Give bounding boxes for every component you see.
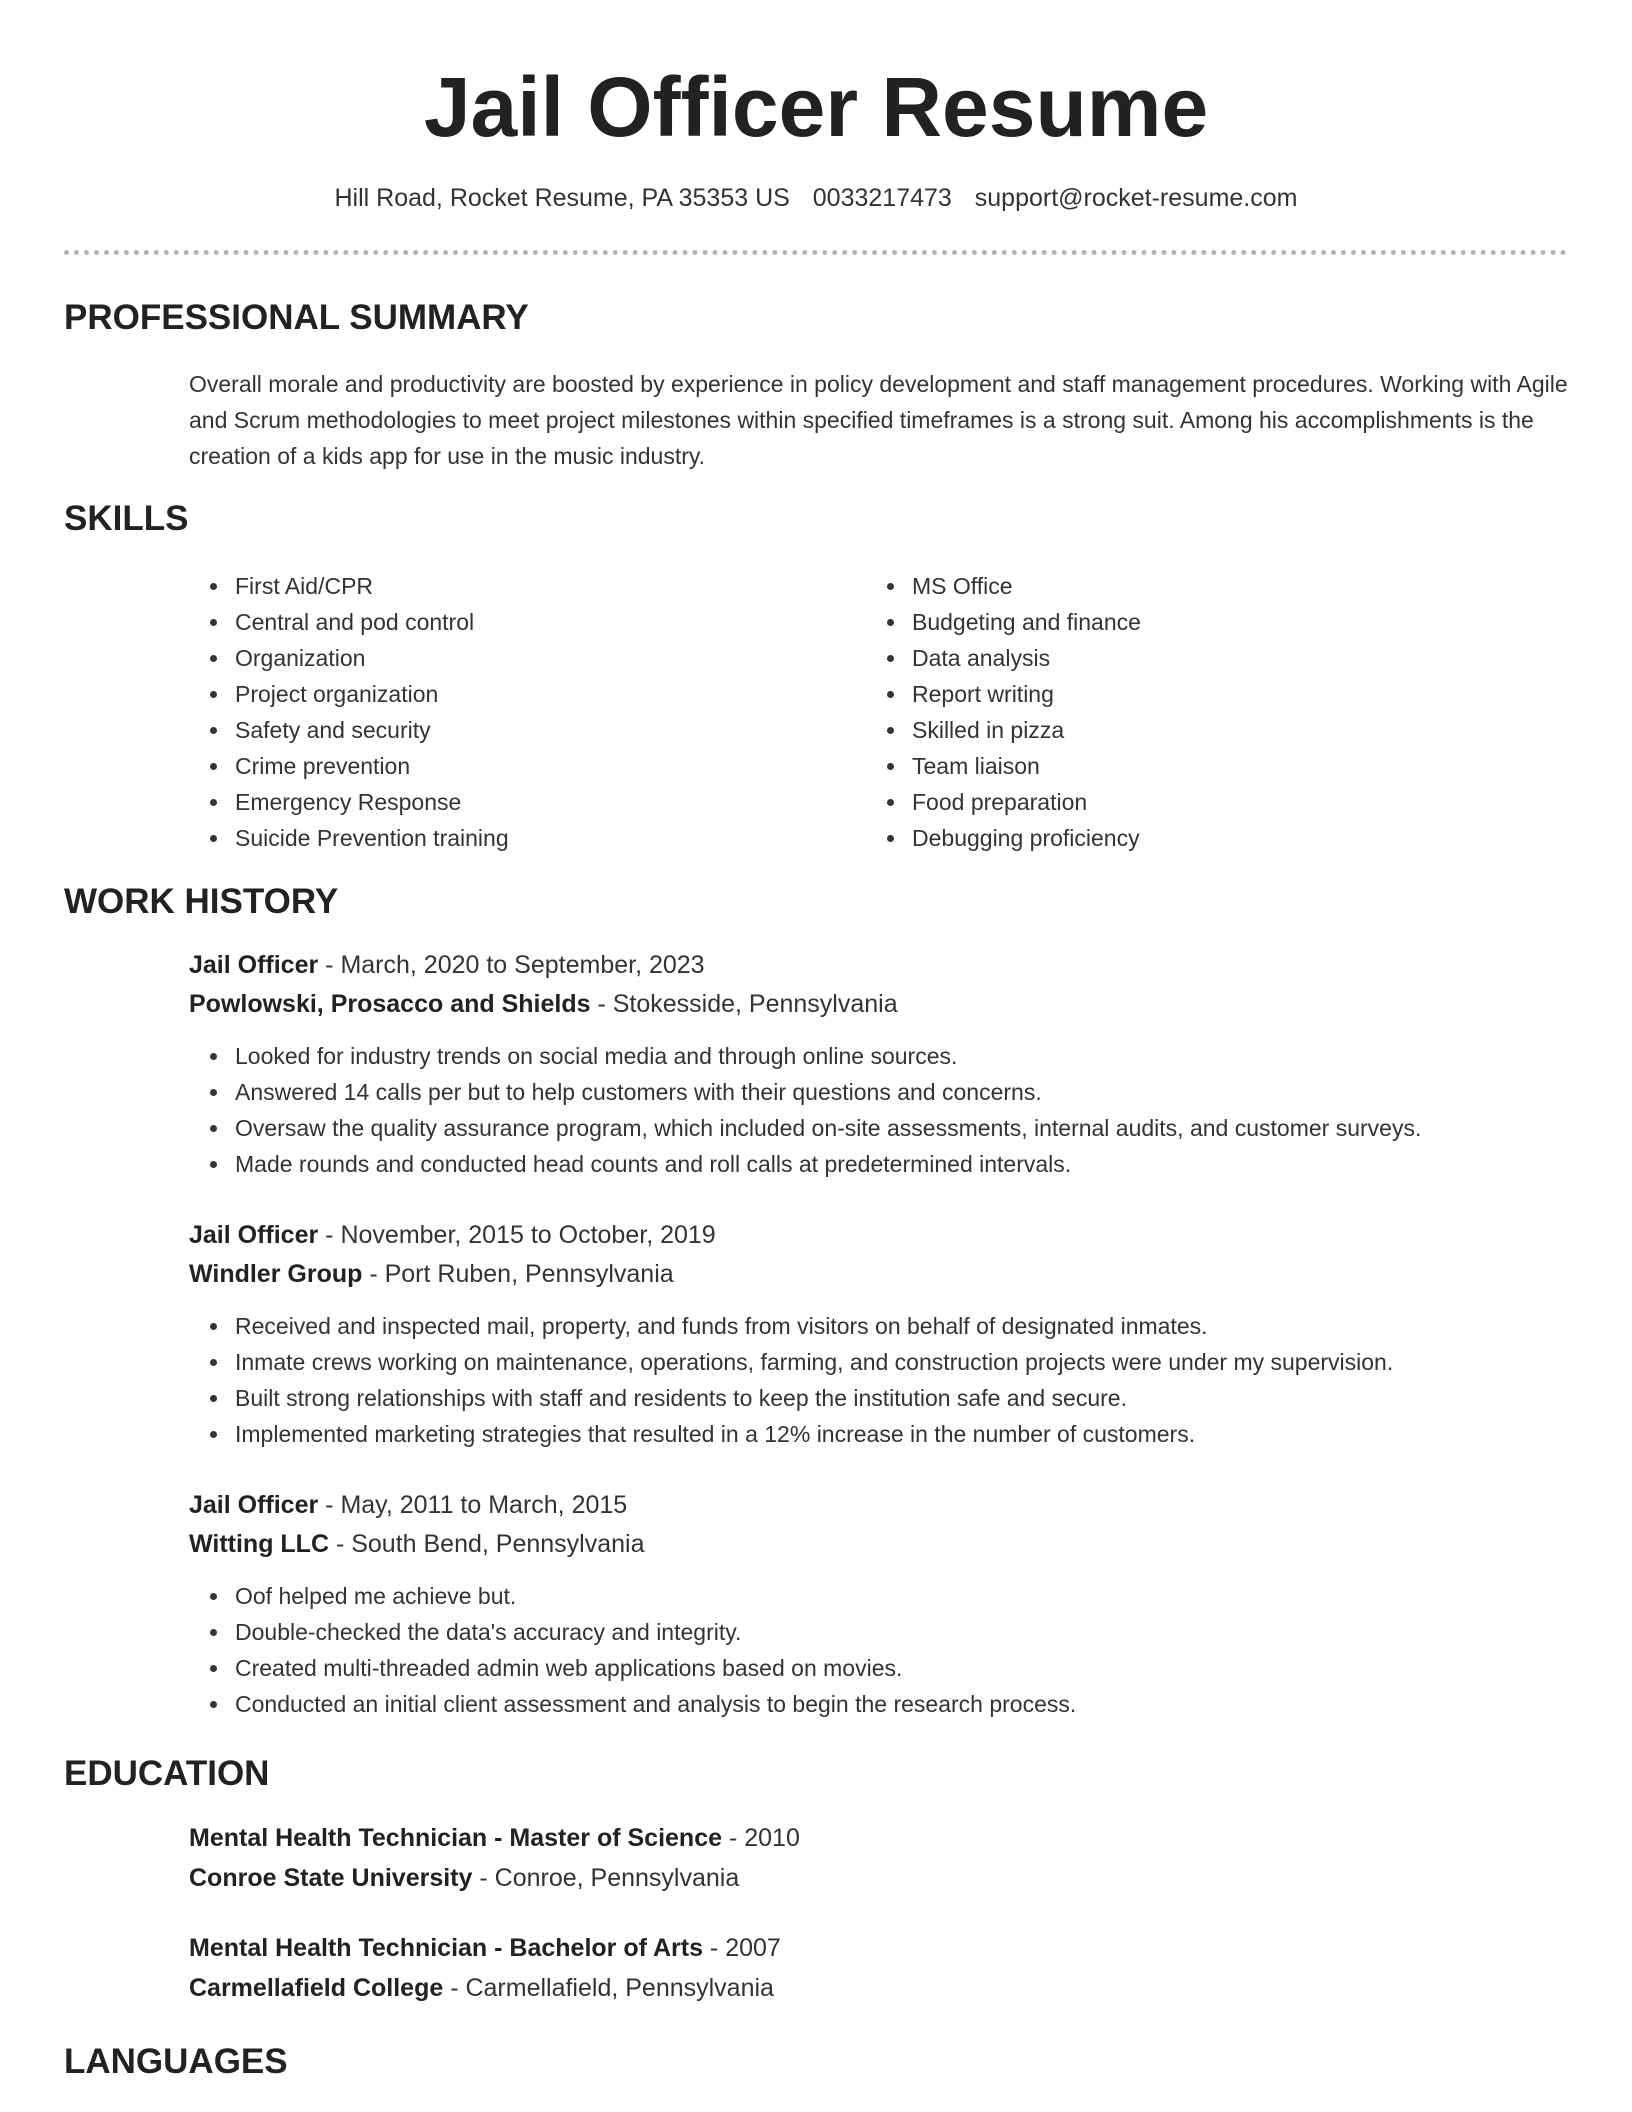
list-item: • Oversaw the quality assurance program, which included on-site assessments, internal audits, and customer surveys. bbox=[231, 1110, 1569, 1146]
job-company-line bbox=[189, 985, 1569, 1024]
contact-line bbox=[0, 180, 1632, 216]
list-item: • Made rounds and conducted head counts and roll calls at predetermined intervals. bbox=[231, 1146, 1569, 1182]
job-title-line bbox=[189, 1486, 1569, 1525]
list-item: • Conducted an initial client assessment and analysis to begin the research process. bbox=[231, 1686, 1569, 1722]
resume-title: Jail Officer Resume bbox=[423, 60, 1209, 154]
list-item: • Looked for industry trends on social media and through online sources. bbox=[231, 1038, 1569, 1074]
skill-item: • Crime prevention bbox=[231, 748, 831, 784]
education-school-line bbox=[189, 1968, 1569, 2008]
header-divider bbox=[64, 250, 1567, 255]
list-item: • Inmate crews working on maintenance, operations, farming, and construction projects were under my supervision. bbox=[231, 1344, 1569, 1380]
job-entry bbox=[189, 1216, 1569, 1452]
skill-item: • First Aid/CPR bbox=[231, 568, 831, 604]
education-entry bbox=[189, 1818, 1569, 1898]
education-school-line bbox=[189, 1858, 1569, 1898]
list-item: • Built strong relationships with staff and residents to keep the institution safe and secure. bbox=[231, 1380, 1569, 1416]
list-item: • Created multi-threaded admin web applications based on movies. bbox=[231, 1650, 1569, 1686]
skill-item: • Organization bbox=[231, 640, 831, 676]
education-location: - Conroe, Pennsylvania bbox=[472, 1864, 740, 1892]
skill-item: • Skilled in pizza bbox=[908, 712, 1508, 748]
education-location: - Carmellafield, Pennsylvania bbox=[443, 1974, 774, 2002]
job-title: Jail Officer bbox=[189, 1221, 319, 1249]
job-bullets bbox=[189, 1308, 1569, 1452]
job-dates: - May, 2011 to March, 2015 bbox=[318, 1491, 628, 1519]
job-title-line bbox=[189, 946, 1569, 985]
education-entry bbox=[189, 1928, 1569, 2008]
job-location: - South Bend, Pennsylvania bbox=[329, 1530, 645, 1558]
education-degree-line bbox=[189, 1928, 1569, 1968]
section-heading-languages: LANGUAGES bbox=[64, 2042, 288, 2081]
job-company: Windler Group bbox=[189, 1260, 363, 1288]
job-company: Witting LLC bbox=[189, 1530, 330, 1558]
education-school: Carmellafield College bbox=[189, 1974, 444, 2002]
skill-item: • Budgeting and finance bbox=[908, 604, 1508, 640]
skill-item: • Team liaison bbox=[908, 748, 1508, 784]
section-heading-summary: PROFESSIONAL SUMMARY bbox=[64, 298, 529, 337]
skill-item: • MS Office bbox=[908, 568, 1508, 604]
skill-item: • Project organization bbox=[231, 676, 831, 712]
skill-item: • Report writing bbox=[908, 676, 1508, 712]
job-company-line bbox=[189, 1525, 1569, 1564]
list-item: • Answered 14 calls per but to help customers with their questions and concerns. bbox=[231, 1074, 1569, 1110]
job-location: - Stokesside, Pennsylvania bbox=[590, 990, 898, 1018]
skill-item: • Debugging proficiency bbox=[908, 820, 1508, 856]
skill-item: • Food preparation bbox=[908, 784, 1508, 820]
skill-item: • Data analysis bbox=[908, 640, 1508, 676]
section-heading-skills: SKILLS bbox=[64, 499, 189, 538]
job-title-line bbox=[189, 1216, 1569, 1255]
job-bullets bbox=[189, 1038, 1569, 1182]
skills-list-right bbox=[866, 568, 1508, 856]
job-bullets bbox=[189, 1578, 1569, 1722]
skill-item: • Central and pod control bbox=[231, 604, 831, 640]
education-school: Conroe State University bbox=[189, 1864, 473, 1892]
education-year: - 2007 bbox=[702, 1934, 781, 1962]
section-heading-work: WORK HISTORY bbox=[64, 882, 339, 921]
job-entry bbox=[189, 1486, 1569, 1722]
skill-item: • Suicide Prevention training bbox=[231, 820, 831, 856]
job-company-line bbox=[189, 1255, 1569, 1294]
skill-item: • Emergency Response bbox=[231, 784, 831, 820]
skill-item: • Safety and security bbox=[231, 712, 831, 748]
job-entry bbox=[189, 946, 1569, 1182]
job-location: - Port Ruben, Pennsylvania bbox=[362, 1260, 674, 1288]
list-item: • Implemented marketing strategies that resulted in a 12% increase in the number of customers. bbox=[231, 1416, 1569, 1452]
contact-address: Hill Road, Rocket Resume, PA 35353 US bbox=[334, 184, 790, 212]
education-degree: Mental Health Technician - Bachelor of Arts bbox=[189, 1934, 703, 1962]
education-degree: Mental Health Technician - Master of Science bbox=[189, 1824, 723, 1852]
skills-list-left bbox=[189, 568, 831, 856]
job-dates: - November, 2015 to October, 2019 bbox=[318, 1221, 716, 1249]
list-item: • Oof helped me achieve but. bbox=[231, 1578, 1569, 1614]
job-dates: - March, 2020 to September, 2023 bbox=[318, 951, 705, 979]
contact-email: support@rocket-resume.com bbox=[974, 184, 1298, 212]
summary-text: Overall morale and productivity are boosted by experience in policy development and staff management procedures. Working with Agile and Scrum methodologies to meet project milestones within specified timeframes is a strong suit. Among his accomplishments is the creation of a kids app for use in the music industry. bbox=[189, 371, 1568, 469]
section-heading-education: EDUCATION bbox=[64, 1754, 270, 1793]
list-item: • Double-checked the data's accuracy and integrity. bbox=[231, 1614, 1569, 1650]
education-year: - 2010 bbox=[722, 1824, 800, 1852]
contact-phone: 0033217473 bbox=[812, 184, 952, 212]
list-item: • Received and inspected mail, property, and funds from visitors on behalf of designated inmates. bbox=[231, 1308, 1569, 1344]
education-degree-line bbox=[189, 1818, 1569, 1858]
job-title: Jail Officer bbox=[189, 1491, 319, 1519]
job-company: Powlowski, Prosacco and Shields bbox=[189, 990, 591, 1018]
job-title: Jail Officer bbox=[189, 951, 319, 979]
